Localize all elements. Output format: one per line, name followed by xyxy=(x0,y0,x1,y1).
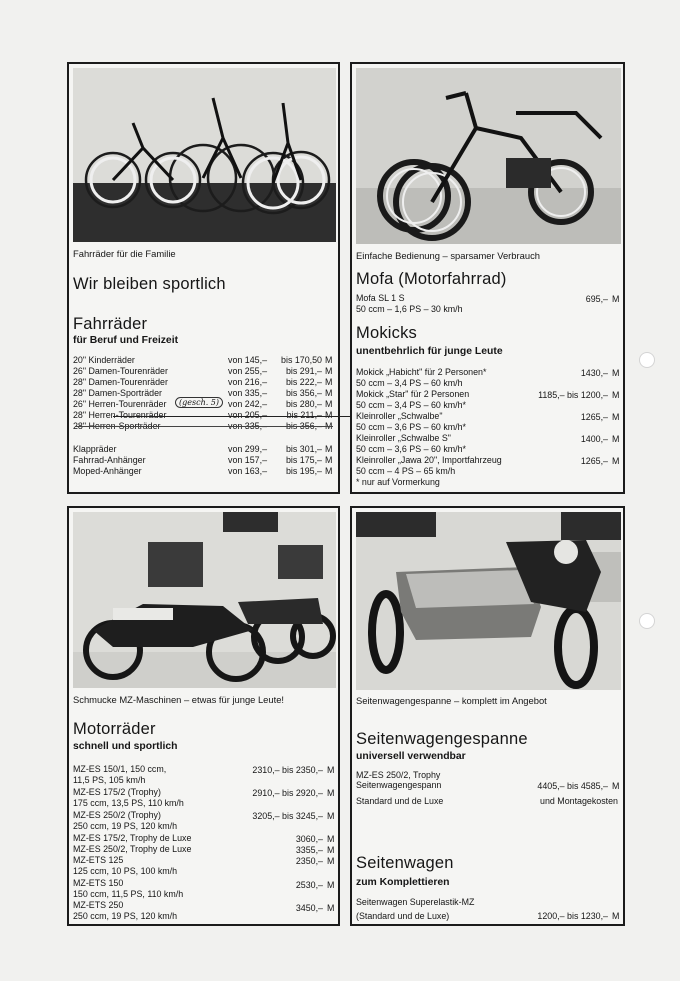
mokicks-footnote: * nur auf Vormerkung xyxy=(356,477,440,487)
motorcycles-photo xyxy=(73,512,336,688)
sidecar-panel: Seitenwagengespanne – komplett im Angebot Seitenwagengespanne universell verwendbar MZ-ES 250/2, Trophy Seitenwagengespann 4405,– bis 4585,– M Standard und de Luxe und Montagekosten Seitenwagen zum Komplettieren Seitenwagen Superelastik-MZ (Standard und de Luxe) 1200,– bis 1230,– M xyxy=(350,506,625,926)
sidecar-caption: Seitenwagengespanne – komplett im Angebot xyxy=(356,695,547,706)
motorcycles-panel: Schmucke MZ-Maschinen – etwas für junge Leute! Motorräder schnell und sportlich MZ-ES 150/1, 150 ccm, 11,5 PS, 105 km/h 2310,– bis 2350,– M MZ-ES 175/2 (Trophy) 175 ccm, 13,5 PS, 110 km/h 2910,– bis 2920,– M MZ-ES 250/2 (Trophy) 250 ccm, 19 PS, 120 km/h 3205,– bis 3245,– M MZ-ES 175/2, Trophy de Luxe 3060,– M MZ-ES 250/2, Trophy de Luxe 3355,– M MZ-ETS 125 125 ccm, 10 PS, 100 km/h 2350,– M MZ-ETS 150 150 ccm, 11,5 PS, 110 km/h 2530,– M MZ-ETS 250 250 ccm, 19 PS, 120 km/h 3450,– M xyxy=(67,506,340,926)
standard-label: Standard und de Luxe xyxy=(356,796,444,806)
sidecar-title: Seitenwagengespanne xyxy=(356,730,528,748)
bicycles-subtitle: für Beruf und Freizeit xyxy=(73,335,179,346)
punch-hole-bottom xyxy=(639,613,655,629)
motorcycles-title: Motorräder xyxy=(73,720,156,738)
sidecar-photo xyxy=(356,512,621,690)
mofa-title: Mofa (Motorfahrrad) xyxy=(356,270,507,288)
motorcycles-subtitle: schnell und sportlich xyxy=(73,741,178,752)
standard-note: und Montagekosten xyxy=(540,796,618,806)
punch-hole-top xyxy=(639,352,655,368)
bicycles-caption: Fahrräder für die Familie xyxy=(73,248,176,259)
bicycles-headline: Wir bleiben sportlich xyxy=(73,275,226,293)
pen-underline xyxy=(113,416,353,417)
mofa-panel: Einfache Bedienung – sparsamer Verbrauch Mofa (Motorfahrrad) Mofa SL 1 S 50 ccm – 1,6 PS – 30 km/h 695,– M Mokicks unentbehrlich für junge Leute Mokick „Habicht" für 2 Personen* 50 ccm – 3,4 PS – 60 km/h 1430,– M Mokick „Star" für 2 Personen 50 ccm – 3,4 PS – 60 km/h* 1185,– bis 1200,– M Kleinroller „Schwalbe" 50 ccm – 3,6 PS – 60 km/h* 1265,– M Kleinroller „Schwalbe S" 50 ccm – 3,6 PS – 60 km/h* 1400,– M Kleinroller „Jawa 20", Importfahrzeug 50 ccm – 4 PS – 65 km/h 1265,– M * nur auf Vormerkung xyxy=(350,62,625,494)
pen-strike xyxy=(75,426,333,427)
handwritten-annotation: (gesch. 5) xyxy=(175,397,223,408)
bicycles-panel: Fahrräder für die Familie Wir bleiben sportlich Fahrräder für Beruf und Freizeit 20" Kinderräder von 145,– bis 170,50 M 26" Damen-Tourenräder von 255,– bis 291,– M 28" Damen-Tourenräder von 216,– bis 222,– M 28" Damen-Sporträder von 335,– bis 356,– M 26" Herren-Tourenräder von 242,– bis 280,– M 28" Herren-Tourenräder von 205,– bis 211,– M 28" Herren-Sporträder von 335,– bis 356,– M Klappräder von 299,– bis 301,– M Fahrrad-Anhänger von 157,– bis 175,– M Moped-Anhänger von 163,– bis 195,– M (gesch. 5) xyxy=(67,62,340,494)
mokicks-title: Mokicks xyxy=(356,324,417,342)
sidecar-subtitle: universell verwendbar xyxy=(356,751,466,762)
mofa-caption: Einfache Bedienung – sparsamer Verbrauch xyxy=(356,250,540,261)
bicycles-title: Fahrräder xyxy=(73,315,148,333)
sidecar-title2: Seitenwagen xyxy=(356,854,454,872)
bicycles-photo xyxy=(73,68,336,242)
mofa-photo xyxy=(356,68,621,244)
sidecar-subtitle2: zum Komplettieren xyxy=(356,877,450,888)
motorcycles-caption: Schmucke MZ-Maschinen – etwas für junge Leute! xyxy=(73,694,285,705)
mokicks-subtitle: unentbehrlich für junge Leute xyxy=(356,346,503,357)
